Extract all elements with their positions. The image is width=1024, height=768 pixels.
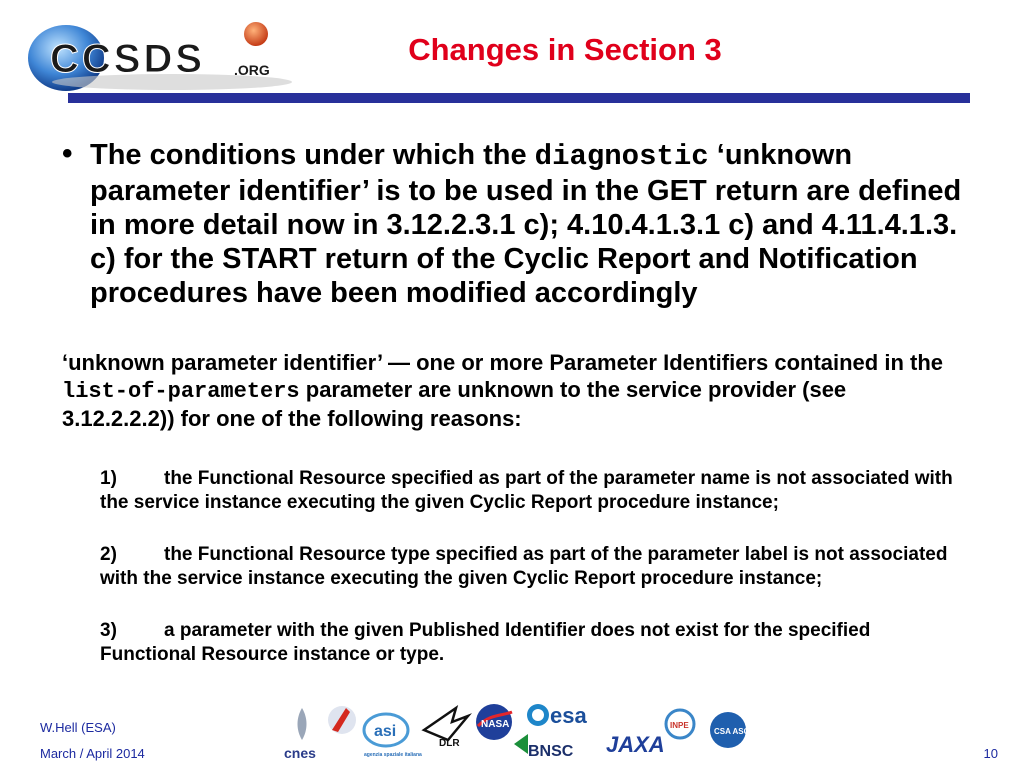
logo-text: CCSDS [50, 37, 206, 81]
reason-item [100, 543, 970, 591]
csa-logo [710, 712, 750, 748]
title-divider [68, 93, 970, 103]
asi-label: agenzia spaziale italiana [364, 752, 422, 758]
definition-part1: ‘unknown parameter identifier’ — one or more Parameter Identifiers contained in the [62, 350, 944, 375]
reason-item [100, 619, 970, 667]
page-title: Changes in Section 3 [408, 32, 722, 67]
logo-suffix: .ORG [234, 62, 270, 78]
reason-number: 2) [100, 544, 117, 565]
page-number: 10 [983, 746, 998, 761]
bnsc-label: BNSC [528, 743, 574, 760]
reason-text: a parameter with the given Published Identifier does not exist for the specified Functional Resource instance or type. [100, 620, 871, 665]
bnsc-logo [514, 734, 574, 760]
reason-text: the Functional Resource type specified as part of the parameter label is not associated with the service instance executing the given Cyclic Report procedure instance; [100, 544, 948, 589]
esa-logo [527, 703, 587, 728]
svg-text:asi: asi [374, 723, 397, 740]
main-bullet-text [90, 138, 962, 310]
reason-text: the Functional Resource specified as part of the parameter name is not associated with the service instance executing the given Cyclic Report procedure instance; [100, 468, 953, 513]
inpe-logo [666, 710, 694, 738]
asi-logo [364, 714, 422, 758]
reason-number: 3) [100, 620, 117, 641]
esa-label: esa [550, 703, 587, 728]
reason-number: 1) [100, 468, 117, 489]
main-bullet-text-part2: ‘unknown parameter identifier’ is to be used in the GET return are defined in more detail now in 3.12.2.3.1 c); 4.10.4.1.3.1 c) and 4.11.4.1.3. c) for the START return of the Cyclic Report and Notification procedures have been modified accordingly [90, 139, 962, 309]
dlr-logo [424, 708, 468, 749]
cnes-label: cnes [284, 745, 316, 761]
main-bullet-code: diagnostic [534, 140, 709, 173]
cnes-logo [284, 708, 316, 761]
nasa-label: NASA [481, 719, 510, 730]
bullet-symbol: • [62, 137, 73, 170]
jaxa-label: JAXA [606, 732, 665, 757]
roscosmos-logo [328, 706, 356, 734]
jaxa-logo [606, 732, 665, 757]
nasa-logo [476, 704, 512, 740]
agency-logos [276, 700, 756, 766]
definition-paragraph [62, 349, 962, 432]
footer-date: March / April 2014 [40, 746, 145, 761]
ccsds-logo [22, 20, 294, 102]
definition-part2: parameter are unknown to the service provider (see 3.12.2.2.2)) for one of the following reasons: [62, 377, 847, 431]
reason-item [100, 467, 970, 515]
inpe-label: INPE [670, 721, 689, 730]
footer-author: W.Hell (ESA) [40, 720, 116, 735]
definition-code: list-of-parameters [62, 379, 300, 404]
main-bullet-text-part1: The conditions under which the [90, 139, 535, 171]
main-bullet [62, 138, 962, 310]
dlr-label: DLR [439, 738, 460, 749]
csa-label: CSA ASC [714, 727, 750, 736]
